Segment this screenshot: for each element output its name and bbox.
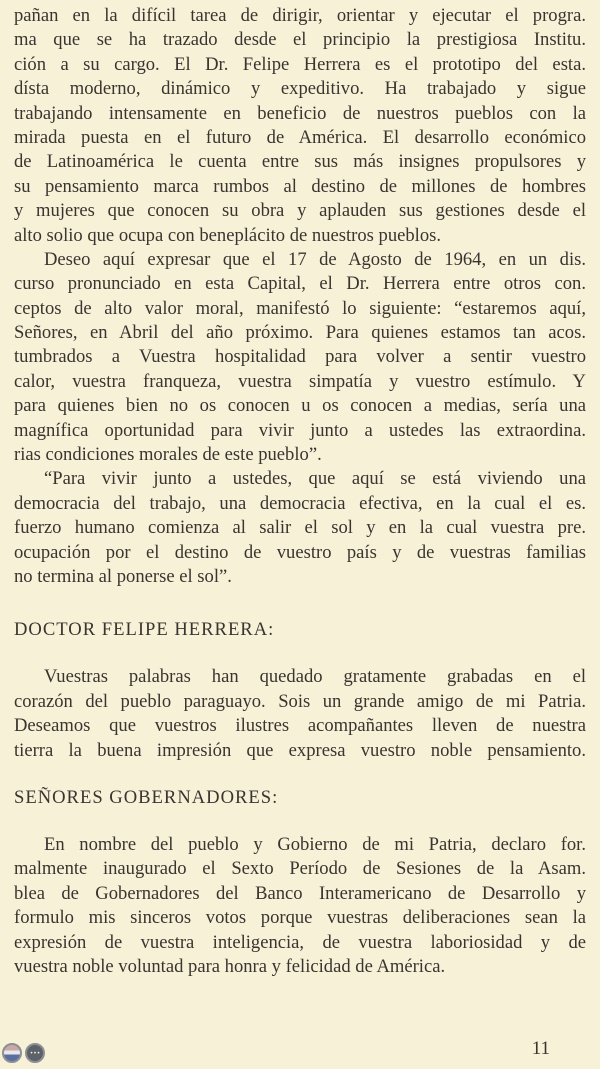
text-line: fuerzo humano comienza al salir el sol y en la cual vuestra pre. — [14, 517, 586, 539]
text-line: curso pronunciado en esta Capital, el Dr. Herrera entre otros con. — [14, 273, 586, 295]
text-line: Deseamos que vuestros ilustres acompañantes lleven de nuestra — [14, 715, 586, 737]
text-line: democracia del trabajo, una democracia efectiva, en la cual el es. — [14, 492, 586, 514]
paragraph-4 — [14, 665, 586, 763]
text-line: ción a su cargo. El Dr. Felipe Herrera es el prototipo del esta. — [14, 53, 586, 75]
text-line: magnífica oportunidad para vivir junto a ustedes las extraordina. — [14, 419, 586, 441]
text-line: dísta moderno, dinámico y expeditivo. Ha trabajado y sigue — [14, 78, 586, 100]
text-line: mirada puesta en el futuro de América. El desarrollo económico — [14, 126, 586, 148]
seals — [2, 1043, 45, 1063]
paragraph-3 — [14, 467, 586, 589]
text-line: expresión de vuestra inteligencia, de vuestra laboriosidad y de — [14, 931, 586, 953]
text-line: malmente inaugurado el Sexto Período de Sesiones de la Asam. — [14, 858, 586, 880]
text-line: tierra la buena impresión que expresa vuestro noble pensamiento. — [14, 739, 586, 761]
paragraph-1 — [14, 4, 586, 248]
page-number: 11 — [531, 1038, 550, 1059]
paragraph-2 — [14, 248, 586, 468]
text-line: Señores, en Abril del año próximo. Para quienes estamos tan acos. — [14, 322, 586, 344]
text-line: Deseo aquí expresar que el 17 de Agosto de 1964, en un dis. — [44, 248, 586, 270]
text-line: y mujeres que conocen su obra y aplauden sus gestiones desde el — [14, 200, 586, 222]
text-line: blea de Gobernadores del Banco Interamericano de Desarrollo y — [14, 882, 586, 904]
text-line: su pensamiento marca rumbos al destino de millones de hombres — [14, 175, 586, 197]
text-line: tumbrados a Vuestra hospitalidad para volver a sentir vuestro — [14, 346, 586, 368]
text-line: formulo mis sinceros votos porque vuestras deliberaciones sean la — [14, 907, 586, 929]
text-line: de Latinoamérica le cuenta entre sus más insignes propulsores y — [14, 151, 586, 173]
document-page — [14, 4, 586, 979]
text-line: no termina al ponerse el sol”. — [14, 565, 232, 587]
text-line: En nombre del pueblo y Gobierno de mi Patria, declaro for. — [44, 833, 586, 855]
section-heading: SEÑORES GOBERNADORES: — [14, 786, 279, 808]
text-line: corazón del pueblo paraguayo. Sois un grande amigo de mi Patria. — [14, 690, 586, 712]
paragraph-5 — [14, 833, 586, 979]
seal-icon: ••• — [25, 1043, 45, 1063]
text-line: ocupación por el destino de vuestro país y de vuestras familias — [14, 541, 586, 563]
text-line: para quienes bien no os conocen u os conocen a medias, sería una — [14, 395, 586, 417]
text-line: calor, vuestra franqueza, vuestra simpatía y vuestro estímulo. Y — [14, 370, 586, 392]
text-line: Vuestras palabras han quedado gratamente grabadas en el — [44, 666, 586, 688]
text-line: “Para vivir junto a ustedes, que aquí se está viviendo una — [44, 468, 586, 490]
text-line: pañan en la difícil tarea de dirigir, orientar y ejecutar el progra. — [14, 5, 586, 26]
section-heading: DOCTOR FELIPE HERRERA: — [14, 619, 275, 641]
text-line: alto solio que ocupa con beneplácito de nuestros pueblos. — [14, 224, 442, 246]
seal-icon — [2, 1043, 22, 1063]
text-line: rias condiciones morales de este pueblo”. — [14, 444, 322, 466]
text-line: ceptos de alto valor moral, manifestó lo siguiente: “estaremos aquí, — [14, 297, 586, 319]
text-line: ma que se ha trazado desde el principio la prestigiosa Institu. — [14, 29, 586, 51]
text-line: trabajando intensamente en beneficio de nuestros pueblos con la — [14, 102, 586, 124]
text-line: vuestra noble voluntad para honra y felicidad de América. — [14, 955, 446, 977]
